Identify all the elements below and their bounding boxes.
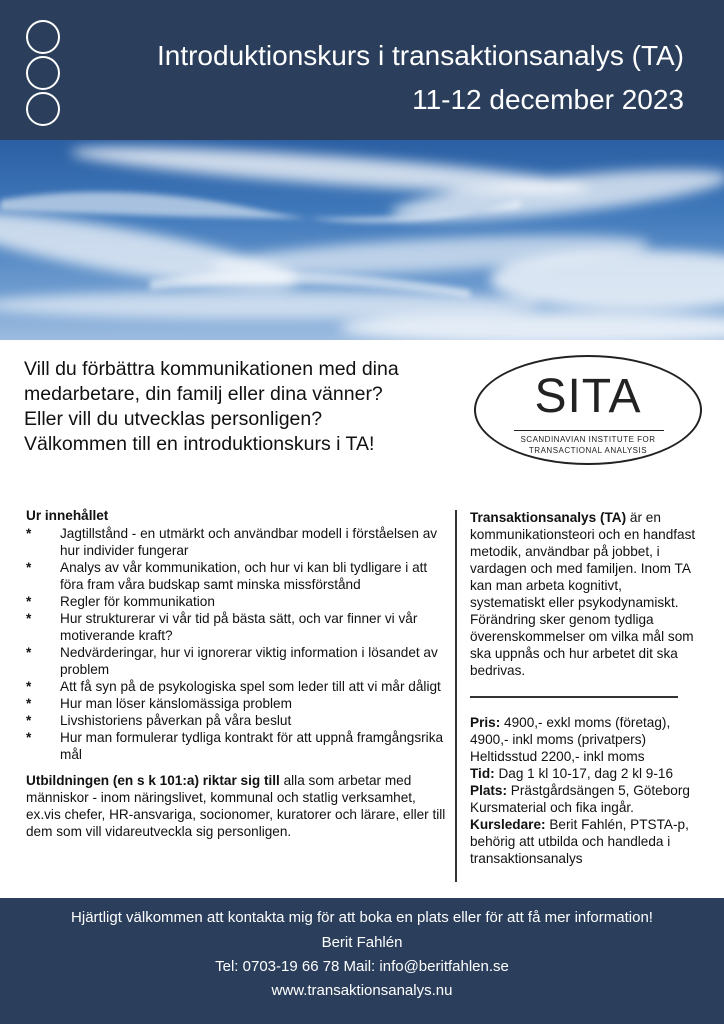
section-divider [470, 696, 678, 698]
about-ta [470, 509, 700, 679]
intro-line: Eller vill du utvecklas personligen? [24, 408, 323, 430]
website-text: www.transaktionsanalys.nu [271, 982, 453, 999]
list-item: * Hur man formulerar tydliga kontrakt för att uppnå framgångsrika mål [26, 730, 444, 762]
price-line: Pris: 4900,- exkl moms (företag), [470, 715, 671, 730]
target-label: Utbildningen (en s k 101:a) riktar sig till [26, 773, 280, 788]
logo-word: SITA [534, 370, 642, 423]
price-line: 4900,- inkl moms (privatpers) [470, 732, 647, 747]
bullet: * [26, 679, 32, 694]
price-label: Pris: [470, 715, 501, 730]
bullet: * [26, 730, 32, 745]
leader-line: Kursledare: Berit Fahlén, PTSTA-p, behörig att utbilda och handleda i transaktionsanalys [470, 817, 689, 866]
list-item: * Nedvärderingar, hur vi ignorerar viktig information i lösandet av problem [26, 645, 438, 677]
price-line: Heltidsstud 2200,- inkl moms [470, 749, 645, 764]
target-audience [26, 772, 446, 840]
contact-details: Tel: 0703-19 66 78 Mail: info@beritfahlen.se [215, 958, 509, 975]
list-item: * Hur strukturerar vi vår tid på bästa sätt, och var finner vi vår motiverande kraft? [26, 611, 418, 643]
about-label: Transaktionsanalys (TA) [470, 510, 627, 525]
footer-welcome: Hjärtligt välkommen att kontakta mig för att boka en plats eller för att få mer information! [71, 909, 653, 926]
place-line: Plats: Prästgårdsängen 5, Göteborg [470, 783, 690, 798]
ring-icon [26, 20, 60, 54]
course-date: 11-12 december 2023 [412, 84, 684, 115]
footer-band [0, 898, 724, 1024]
bullet: * [26, 645, 32, 660]
ring-icon [26, 56, 60, 90]
intro-line: Vill du förbättra kommunikationen med dina [24, 358, 399, 380]
info-column [470, 509, 700, 867]
bullet: * [26, 713, 32, 728]
contact-name: Berit Fahlén [321, 934, 403, 951]
bullet: * [26, 611, 32, 626]
bullet: * [26, 526, 32, 541]
bullet: * [26, 594, 32, 609]
sky-photo [0, 140, 724, 340]
contents-heading: Ur innehållet [26, 508, 109, 523]
material-line: Kursmaterial och fika ingår. [470, 800, 634, 815]
logo-subtitle: SCANDINAVIAN INSTITUTE FOR [520, 435, 656, 444]
list-item: * Jagtillstånd - en utmärkt och användbar modell i förståelsen av hur individer fungerar [26, 526, 438, 558]
intro-line: medarbetare, din familj eller dina vänner? [24, 383, 383, 405]
page-title: Introduktionskurs i transaktionsanalys (TA) [156, 40, 684, 71]
bullet: * [26, 560, 32, 575]
intro-text [24, 357, 464, 457]
list-item: * Regler för kommunikation [26, 594, 215, 609]
logo-divider [514, 430, 664, 431]
column-divider [455, 510, 457, 882]
time-label: Tid: [470, 766, 495, 781]
rings-logo-icon [26, 20, 64, 126]
time-line: Tid: Dag 1 kl 10-17, dag 2 kl 9-16 [470, 766, 674, 781]
header-band [0, 0, 724, 140]
logo-subtitle: TRANSACTIONAL ANALYSIS [528, 446, 648, 455]
leader-label: Kursledare: [470, 817, 546, 832]
list-item: * Att få syn på de psykologiska spel som leder till att vi mår dåligt [26, 679, 441, 694]
contents-column [26, 507, 446, 840]
list-item: * Analys av vår kommunikation, och hur vi kan bli tydligare i att föra fram våra budskap samt minska missförstånd [26, 560, 428, 592]
list-item: * Hur man löser känslomässiga problem [26, 696, 292, 711]
sita-logo [474, 355, 702, 465]
clouds-image [0, 140, 724, 340]
target-text: alla som arbetar med människor - inom näringslivet, kommunal och statlig verksamhet, ex.vis chefer, HR-ansvariga, socionomer, kuratorer och lärare, eller till dem som vill vidareutveckla sig personligen. [26, 773, 446, 839]
place-label: Plats: [470, 783, 508, 798]
list-item: * Livshistoriens påverkan på våra beslut [26, 713, 292, 728]
about-text: är en kommunikationsteori och en handfast metodik, användbar på jobbet, i vardagen och med familjen. Inom TA kan man arbeta kognitivt, systematiskt eller psykodynamiskt. Förändring sker genom tydliga överenskommelser om vilka mål som ska uppnås och hur arbetet dit ska bedrivas. [470, 510, 696, 678]
bullet: * [26, 696, 32, 711]
ring-icon [26, 92, 60, 126]
contents-list [26, 525, 446, 763]
intro-line: Välkommen till en introduktionskurs i TA! [24, 433, 375, 455]
